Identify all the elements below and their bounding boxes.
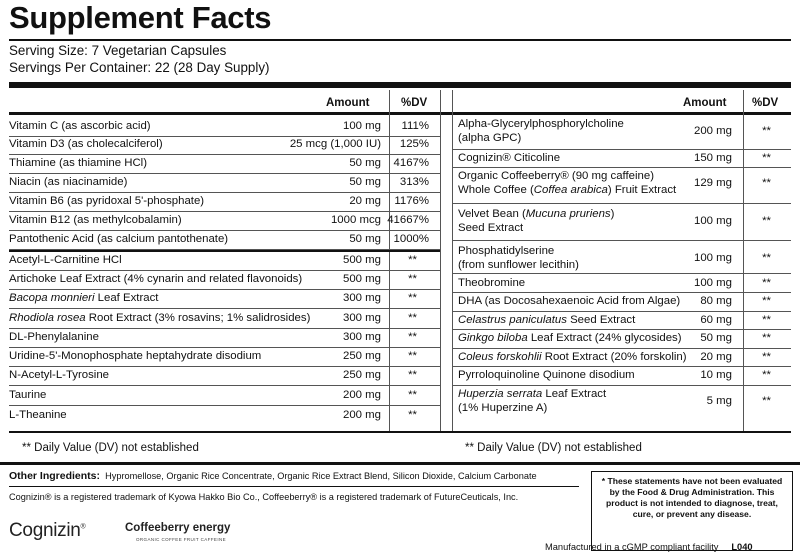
- ingredient-dv: **: [762, 215, 771, 227]
- ingredient-dv: **: [408, 389, 417, 401]
- row-divider: [9, 347, 440, 348]
- other-ingredients-text: Hypromellose, Organic Rice Concentrate, Organic Rice Extract Blend, Silicon Dioxide, Calcium Carbonate: [105, 471, 537, 481]
- row-divider: [452, 167, 791, 168]
- ingredient-name: DL-Phenylalanine: [9, 331, 99, 343]
- ingredient-dv: **: [762, 369, 771, 381]
- center-divider-2: [452, 90, 453, 431]
- ingredient-dv: 1176%: [394, 195, 429, 207]
- ingredient-name: Vitamin B6 (as pyridoxal 5'-phosphate): [9, 195, 205, 207]
- ingredient-amount: 200 mg: [343, 389, 381, 401]
- ingredient-amount: 250 mg: [343, 369, 381, 381]
- ingredient-amount: 129 mg: [694, 177, 732, 189]
- row-divider: [9, 366, 440, 367]
- left-amount-header: Amount: [326, 97, 370, 109]
- ingredient-name-line2: Seed Extract: [458, 222, 524, 234]
- ingredient-name-line2: (alpha GPC): [458, 132, 522, 144]
- ingredient-name: Velvet Bean (Mucuna pruriens): [458, 208, 615, 220]
- ingredient-name: Vitamin C (as ascorbic acid): [9, 120, 151, 132]
- other-ingredients-label: Other Ingredients:: [9, 470, 101, 482]
- bottom-thick-rule: [0, 462, 800, 465]
- ingredient-dv: 4167%: [393, 157, 429, 169]
- ingredient-name: N-Acetyl-L-Tyrosine: [9, 369, 110, 381]
- row-divider: [452, 149, 791, 150]
- footer-divider: [9, 486, 579, 487]
- row-divider: [9, 136, 440, 137]
- ingredient-name: Rhodiola rosea Root Extract (3% rosavins; 1% salidrosides): [9, 312, 311, 324]
- ingredient-name: Pyrroloquinoline Quinone disodium: [458, 369, 635, 381]
- panel-title: Supplement Facts: [9, 0, 272, 35]
- ingredient-name: Alpha-Glycerylphosphorylcholine: [458, 118, 624, 130]
- ingredient-amount: 80 mg: [700, 295, 732, 307]
- ingredient-dv: 313%: [399, 176, 429, 188]
- title-rule: [9, 39, 791, 41]
- row-divider: [452, 203, 791, 204]
- ingredient-dv: **: [408, 409, 417, 421]
- ingredient-name: Vitamin D3 (as cholecalciferol): [9, 138, 163, 150]
- ingredient-name-line2: (from sunflower lecithin): [458, 259, 579, 271]
- manufactured-text: Manufactured in a cGMP compliant facility: [545, 542, 719, 552]
- ingredient-amount: 500 mg: [343, 254, 381, 266]
- ingredient-amount: 300 mg: [343, 292, 381, 304]
- row-divider: [9, 154, 440, 155]
- ingredient-amount: 50 mg: [349, 176, 381, 188]
- ingredient-name: Phosphatidylserine: [458, 245, 555, 257]
- ingredient-amount: 25 mcg (1,000 IU): [289, 138, 381, 150]
- right-dv-note: ** Daily Value (DV) not established: [465, 442, 642, 454]
- ingredient-amount: 100 mg: [343, 120, 381, 132]
- center-divider: [440, 90, 441, 431]
- row-divider: [9, 173, 440, 174]
- ingredient-name: Thiamine (as thiamine HCl): [9, 157, 147, 169]
- ingredient-dv: **: [762, 252, 771, 264]
- ingredient-name-line2: Whole Coffee (Coffea arabica) Fruit Extract: [458, 184, 677, 196]
- row-divider: [452, 366, 791, 367]
- ingredient-name: Bacopa monnieri Leaf Extract: [9, 292, 159, 304]
- ingredient-name: Huperzia serrata Leaf Extract: [458, 388, 607, 400]
- ingredient-amount: 60 mg: [700, 314, 732, 326]
- manufacturing-statement: [545, 542, 753, 552]
- ingredient-dv: **: [762, 152, 771, 164]
- ingredient-dv: **: [408, 350, 417, 362]
- ingredient-name: Coleus forskohlii Root Extract (20% forskolin): [458, 351, 687, 363]
- row-divider: [9, 405, 440, 406]
- row-divider: [452, 348, 791, 349]
- ingredient-amount: 250 mg: [343, 350, 381, 362]
- row-divider: [452, 311, 791, 312]
- row-divider: [9, 289, 440, 290]
- row-divider: [9, 192, 440, 193]
- ingredient-dv: **: [762, 314, 771, 326]
- ingredient-name: L-Theanine: [9, 409, 67, 421]
- ingredient-dv: **: [408, 312, 417, 324]
- vitamins-divider: [9, 250, 440, 252]
- left-dv-note: ** Daily Value (DV) not established: [22, 442, 199, 454]
- cognizin-logo-text: Cognizin: [9, 520, 81, 541]
- ingredient-dv: 41667%: [387, 214, 429, 226]
- ingredient-dv: **: [408, 273, 417, 285]
- ingredient-dv: **: [408, 331, 417, 343]
- ingredient-amount: 50 mg: [700, 332, 732, 344]
- trademark-note: Cognizin® is a registered trademark of Kyowa Hakko Bio Co., Coffeeberry® is a registered trademark of FutureCeuticals, Inc.: [9, 492, 519, 502]
- ingredient-name: Ginkgo biloba Leaf Extract (24% glycosides): [458, 332, 682, 344]
- ingredient-name: Cognizin® Citicoline: [458, 152, 561, 164]
- cognizin-logo: Cognizin®: [9, 520, 86, 541]
- ingredient-dv: **: [762, 395, 771, 407]
- right-amount-header: Amount: [683, 97, 727, 109]
- row-divider: [452, 329, 791, 330]
- ingredient-name: Pantothenic Acid (as calcium pantothenate): [9, 233, 229, 245]
- ingredient-amount: 50 mg: [349, 233, 381, 245]
- row-divider: [9, 328, 440, 329]
- ingredient-amount: 100 mg: [694, 215, 732, 227]
- ingredient-name: Taurine: [9, 389, 47, 401]
- ingredient-name: Niacin (as niacinamide): [9, 176, 128, 188]
- ingredient-amount: 300 mg: [343, 331, 381, 343]
- ingredient-amount: 200 mg: [694, 125, 732, 137]
- ingredient-name: DHA (as Docosahexaenoic Acid from Algae): [458, 295, 681, 307]
- ingredient-dv: **: [762, 351, 771, 363]
- coffeeberry-logo: Coffeeberry energy: [125, 522, 231, 534]
- servings-per-container: Servings Per Container: 22 (28 Day Supply): [9, 60, 270, 75]
- left-dv-header: %DV: [401, 97, 428, 109]
- ingredient-name: Acetyl-L-Carnitine HCl: [9, 254, 122, 266]
- ingredient-dv: **: [408, 254, 417, 266]
- row-divider: [9, 230, 440, 231]
- coffeeberry-logo-subtitle: ORGANIC COFFEE FRUIT CAFFEINE: [136, 537, 227, 542]
- row-divider: [452, 385, 791, 386]
- row-divider: [452, 273, 791, 274]
- ingredient-amount: 10 mg: [700, 369, 732, 381]
- ingredient-amount: 150 mg: [694, 152, 732, 164]
- row-divider: [452, 240, 791, 241]
- other-ingredients: [9, 470, 537, 482]
- ingredient-amount: 300 mg: [343, 312, 381, 324]
- ingredient-dv: **: [408, 292, 417, 304]
- row-divider: [9, 211, 440, 212]
- ingredient-name: Uridine-5'-Monophosphate heptahydrate disodium: [9, 350, 262, 362]
- row-divider: [9, 270, 440, 271]
- fda-disclaimer: * These statements have not been evaluated by the Food & Drug Administration. This product is not intended to diagnose, treat, cure, or prevent any disease.: [591, 471, 793, 551]
- ingredient-amount: 50 mg: [349, 157, 381, 169]
- ingredient-amount: 200 mg: [343, 409, 381, 421]
- ingredient-dv: **: [762, 332, 771, 344]
- ingredient-dv: **: [762, 125, 771, 137]
- ingredient-dv: **: [762, 277, 771, 289]
- serving-size: Serving Size: 7 Vegetarian Capsules: [9, 43, 227, 58]
- right-dv-header: %DV: [752, 97, 779, 109]
- ingredient-amount: 1000 mcg: [330, 214, 381, 226]
- ingredient-dv: 111%: [401, 120, 429, 132]
- ingredient-amount: 100 mg: [694, 277, 732, 289]
- ingredient-amount: 100 mg: [694, 252, 732, 264]
- ingredient-amount: 20 mg: [349, 195, 381, 207]
- ingredient-amount: 5 mg: [706, 395, 732, 407]
- ingredient-name-line2: (1% Huperzine A): [458, 402, 548, 414]
- row-divider: [9, 385, 440, 386]
- ingredient-dv: **: [408, 369, 417, 381]
- lot-code: L040: [731, 542, 753, 552]
- ingredient-dv: 125%: [399, 138, 429, 150]
- ingredient-dv: 1000%: [393, 233, 429, 245]
- row-divider: [9, 308, 440, 309]
- table-bottom-rule: [9, 431, 791, 433]
- thick-rule: [9, 82, 791, 88]
- ingredient-amount: 20 mg: [700, 351, 732, 363]
- ingredient-amount: 500 mg: [343, 273, 381, 285]
- ingredient-name: Celastrus paniculatus Seed Extract: [458, 314, 636, 326]
- ingredient-name: Organic Coffeeberry® (90 mg caffeine): [458, 170, 655, 182]
- row-divider: [452, 292, 791, 293]
- ingredient-dv: **: [762, 177, 771, 189]
- ingredient-name: Theobromine: [458, 277, 526, 289]
- header-rule: [9, 112, 791, 115]
- ingredient-name: Vitamin B12 (as methylcobalamin): [9, 214, 182, 226]
- ingredient-name: Artichoke Leaf Extract (4% cynarin and related flavonoids): [9, 273, 303, 285]
- ingredient-dv: **: [762, 295, 771, 307]
